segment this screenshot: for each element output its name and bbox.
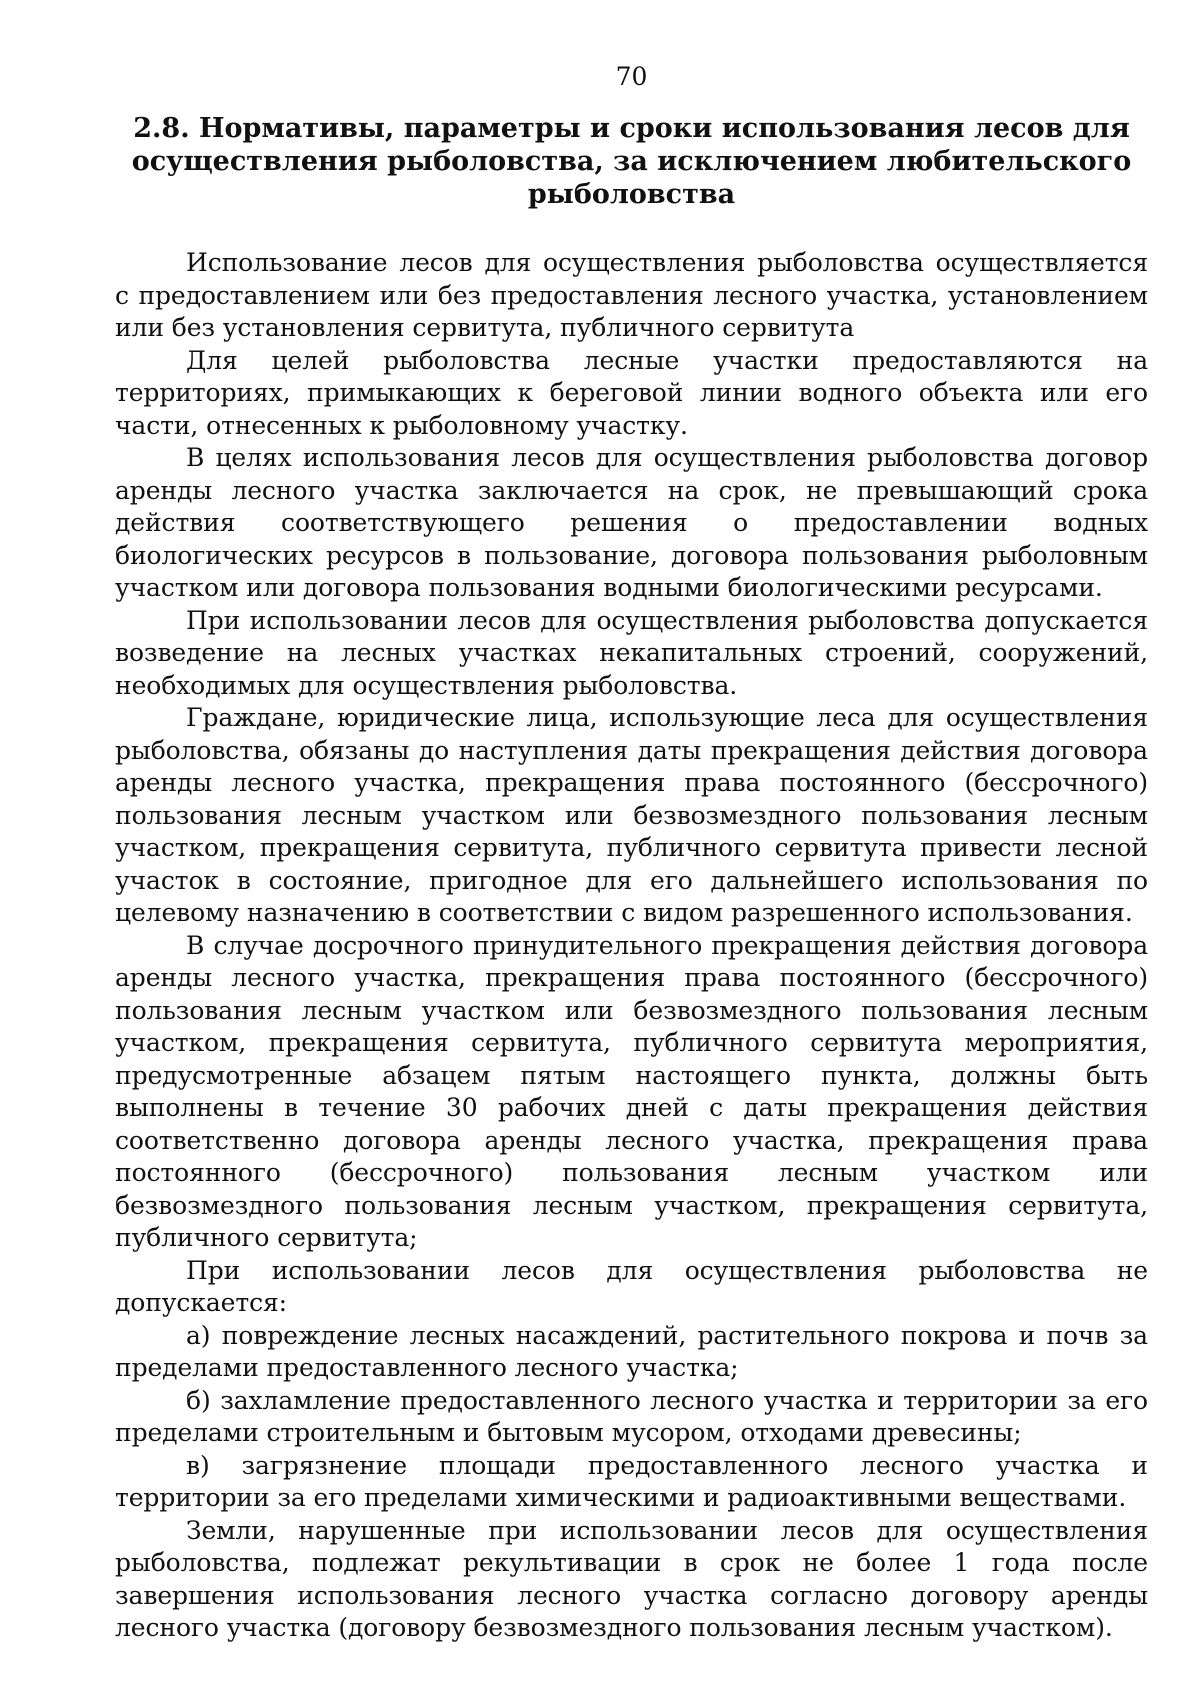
paragraph: В случае досрочного принудительного прекращения действия договора аренды лесного участка, прекращения права постоянного (бессрочного) пользования лесным участком или безвозмездного пользования лесным участком, прекращения сервитута, публичного сервитута мероприятия, предусмотренные абзацем пятым настоящего пункта, должны быть выполнены в течение 30 рабочих дней с даты прекращения действия соответственно договора аренды лесного участка, прекращения права постоянного (бессрочного) пользования лесным участком или безвозмездного пользования лесным участком, прекращения сервитута, публичного сервитута; (115, 930, 1148, 1252)
list-item: в) загрязнение площади предоставленного лесного участка и территории за его пределами химическими и радиоактивными веществами. (115, 1450, 1148, 1512)
paragraph: При использовании лесов для осуществления рыболовства допускается возведение на лесных участках некапитальных строений, сооружений, необходимых для осуществления рыболовства. (115, 605, 1148, 700)
paragraph: Для целей рыболовства лесные участки предоставляются на территориях, примыкающих к береговой линии водного объекта или его части, отнесенных к рыболовному участку. (115, 345, 1148, 440)
section-heading: 2.8. Нормативы, параметры и сроки использования лесов для осуществления рыболовства, за исключением любительского рыболовства (131, 113, 1132, 210)
list-item: б) захламление предоставленного лесного участка и территории за его пределами строительным и бытовым мусором, отходами древесины; (115, 1385, 1148, 1447)
list-item: а) повреждение лесных насаждений, растительного покрова и почв за пределами предоставленного лесного участка; (115, 1320, 1148, 1382)
paragraph: В целях использования лесов для осуществления рыболовства договор аренды лесного участка заключается на срок, не превышающий срока действия соответствующего решения о предоставлении водных биологических ресурсов в пользование, договора пользования рыболовным участком или договора пользования водными биологическими ресурсами. (115, 443, 1148, 602)
paragraph: Использование лесов для осуществления рыболовства осуществляется с предоставлением или без предоставления лесного участка, установлением или без установления сервитута, публичного сервитута (115, 248, 1148, 342)
document-page (115, 62, 1148, 1645)
page-number: 70 (615, 62, 648, 91)
paragraph: Граждане, юридические лица, использующие леса для осуществления рыболовства, обязаны до наступления даты прекращения действия договора аренды лесного участка, прекращения права постоянного (бессрочного) пользования лесным участком или безвозмездного пользования лесным участком, прекращения сервитута, публичного сервитута привести лесной участок в состояние, пригодное для его дальнейшего использования по целевому назначению в соответствии с видом разрешенного использования. (115, 703, 1148, 927)
paragraph: Земли, нарушенные при использовании лесов для осуществления рыболовства, подлежат рекультивации в срок не более 1 года после завершения использования лесного участка согласно договору аренды лесного участка (договору безвозмездного пользования лесным участком). (115, 1515, 1148, 1642)
section-body (115, 247, 1148, 1645)
paragraph: При использовании лесов для осуществления рыболовства не допускается: (115, 1255, 1148, 1317)
